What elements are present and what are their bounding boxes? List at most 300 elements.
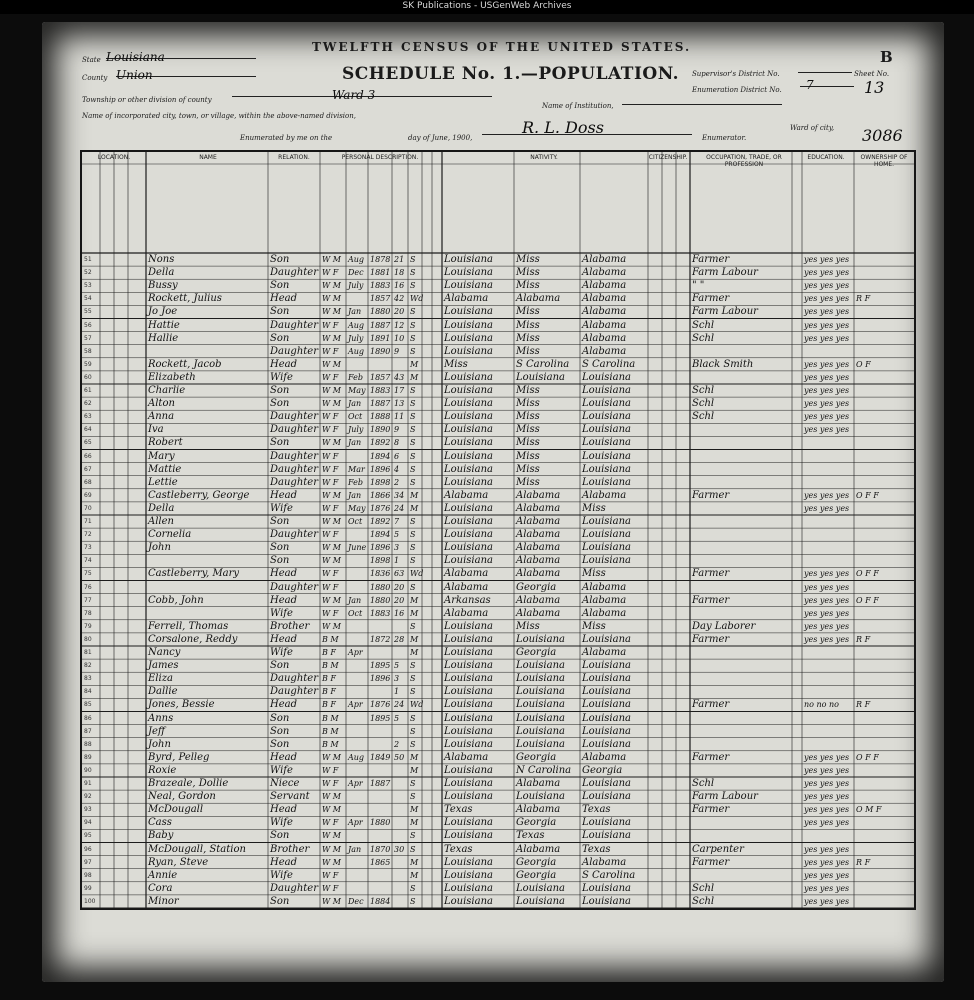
cell-ed: yes yes yes (804, 634, 850, 644)
cell-fb: Miss (516, 620, 540, 632)
cell-ed: yes yes yes (804, 792, 850, 802)
cell-n: 64 (84, 426, 92, 434)
cell-occ: Farmer (692, 751, 730, 763)
enumeration-label: Enumeration District No. (692, 86, 782, 94)
cell-s: M (410, 765, 419, 775)
state-label: State (82, 56, 101, 64)
cell-y: 1894 (370, 530, 391, 540)
cell-occ: Carpenter (692, 843, 744, 855)
cell-n: 77 (84, 596, 92, 604)
cell-m: Aug (348, 320, 365, 330)
cell-m: July (348, 333, 364, 343)
cell-fb: N Carolina (516, 764, 572, 776)
cell-name: Alton (148, 398, 175, 410)
census-title: TWELFTH CENSUS OF THE UNITED STATES. (312, 40, 692, 54)
cell-a: 3 (394, 543, 400, 553)
cell-y: 1866 (370, 490, 391, 500)
cell-rel: Brother (270, 620, 310, 632)
cell-name: Baby (148, 830, 174, 842)
cell-y: 1857 (370, 372, 391, 382)
cell-pb: Louisiana (444, 830, 493, 842)
cell-m: Dec (348, 268, 364, 278)
cell-name: Nancy (148, 647, 181, 658)
cell-name: Eliza (148, 673, 173, 685)
cell-fb: Miss (516, 345, 540, 357)
cell-c: B F (322, 700, 336, 710)
cell-c: W M (322, 399, 341, 409)
cell-n: 81 (84, 649, 92, 656)
cell-rel: Head (270, 699, 298, 711)
cell-rel: Head (270, 293, 298, 305)
cell-mb: Alabama (582, 489, 627, 501)
cell-s: M (410, 634, 419, 644)
table-row (82, 751, 914, 764)
cell-fb: Miss (516, 398, 540, 410)
cell-rel: Wife (270, 647, 293, 658)
cell-fb: Louisiana (516, 738, 565, 750)
cell-pb: Louisiana (444, 738, 493, 750)
cell-mb: Louisiana (582, 712, 631, 724)
cell-ed: yes yes yes (804, 621, 850, 631)
enumerated-label: Enumerated by me on the (240, 134, 333, 142)
cell-rel: Wife (270, 817, 293, 829)
cell-occ: Schl (692, 411, 715, 423)
cell-pb: Louisiana (444, 450, 493, 462)
cell-fb: Miss (516, 267, 540, 279)
cell-name: James (148, 660, 179, 672)
cell-pb: Louisiana (444, 345, 493, 357)
cell-occ: Farmer (692, 568, 730, 580)
cell-n: 94 (84, 819, 92, 827)
cell-m: Jan (348, 844, 362, 854)
cell-a: 5 (394, 661, 400, 671)
cell-occ: Farmer (692, 699, 730, 711)
cell-fb: Miss (516, 463, 540, 475)
cell-a: 28 (394, 634, 405, 644)
cell-name: Rockett, Julius (148, 293, 222, 305)
cell-fb: Georgia (516, 751, 557, 763)
cell-n: 60 (84, 373, 92, 381)
cell-n: 61 (84, 387, 92, 394)
cell-c: W F (322, 412, 339, 422)
cell-a: 6 (394, 451, 400, 461)
cell-occ: Schl (692, 398, 715, 410)
cell-pb: Louisiana (444, 542, 493, 554)
cell-y: 1836 (370, 569, 391, 579)
cell-rel: Son (270, 555, 290, 567)
cell-n: 80 (84, 635, 92, 643)
cell-n: 75 (84, 570, 92, 578)
cell-mb: Miss (582, 620, 606, 632)
cell-mb: Louisiana (582, 450, 631, 462)
stamp-number: 3086 (862, 126, 903, 145)
table-row (82, 502, 914, 515)
cell-name: Rockett, Jacob (148, 358, 222, 370)
cell-a: 8 (394, 438, 400, 448)
cell-s: S (410, 464, 416, 474)
cell-rel: Son (270, 516, 290, 527)
cell-a: 1 (394, 556, 400, 566)
cell-mb: Alabama (582, 345, 627, 357)
cell-mb: Louisiana (582, 699, 631, 711)
cell-c: W M (322, 896, 341, 906)
cell-occ: Farmer (692, 804, 730, 816)
cell-fb: Louisiana (516, 712, 565, 724)
cell-pb: Louisiana (444, 647, 493, 658)
cell-n: 100 (84, 897, 96, 905)
cell-m: Dec (348, 896, 364, 906)
cell-fb: Alabama (516, 516, 561, 527)
cell-mb: Louisiana (582, 516, 631, 527)
table-row (82, 463, 914, 476)
cell-rel: Daughter (270, 345, 318, 357)
cell-n: 95 (84, 832, 92, 840)
cell-c: B F (322, 674, 336, 684)
cell-rel: Son (270, 398, 290, 410)
cell-name: Mattie (148, 463, 182, 475)
cell-y: 1895 (370, 661, 391, 671)
col-group-education: EDUCATION. (807, 154, 845, 161)
cell-rel: Daughter (270, 267, 318, 279)
cell-n: 70 (84, 504, 92, 512)
cell-s: S (410, 307, 416, 317)
cell-c: W F (322, 451, 339, 461)
cell-y: 1883 (370, 281, 391, 291)
cell-fb: Alabama (516, 542, 561, 554)
cell-a: 2 (394, 477, 400, 487)
cell-rel: Daughter (270, 476, 318, 488)
table-row (82, 816, 914, 829)
col-group-relation: RELATION. (278, 154, 310, 161)
cell-rel: Son (270, 542, 290, 554)
cell-s: S (410, 739, 416, 749)
cell-y: 1876 (370, 503, 391, 513)
cell-c: W F (322, 582, 339, 592)
cell-m: Jan (348, 595, 362, 605)
cell-a: 24 (394, 700, 405, 710)
cell-pb: Louisiana (444, 882, 493, 894)
cell-n: 59 (84, 360, 92, 368)
cell-mb: Alabama (582, 306, 627, 318)
cell-n: 84 (84, 688, 92, 696)
cell-name: Hattie (148, 319, 180, 331)
cell-s: S (410, 399, 416, 409)
cell-pb: Louisiana (444, 620, 493, 632)
cell-c: W F (322, 779, 339, 788)
cell-s: S (410, 517, 416, 526)
township-label: Township or other division of county (82, 96, 212, 104)
cell-a: 4 (394, 464, 400, 474)
col-group-location: LOCATION. (97, 154, 131, 161)
cell-rel: Son (270, 254, 290, 265)
cell-fb: Miss (516, 306, 540, 318)
cell-y: 1891 (370, 333, 391, 343)
census-table (80, 150, 916, 910)
cell-rel: Daughter (270, 450, 318, 462)
cell-fb: Miss (516, 476, 540, 488)
supervisor-label: Supervisor's District No. (692, 70, 780, 78)
cell-rel: Son (270, 385, 290, 396)
cell-s: S (410, 556, 416, 566)
cell-m: Mar (348, 464, 365, 474)
cell-name: Della (148, 267, 175, 279)
cell-n: 96 (84, 845, 92, 853)
cell-c: W F (322, 372, 339, 382)
cell-m: Aug (348, 752, 365, 762)
table-row (82, 856, 914, 869)
cell-c: W F (322, 346, 339, 356)
cell-m: May (348, 503, 366, 513)
cell-n: 72 (84, 531, 92, 539)
cell-pb: Louisiana (444, 764, 493, 776)
cell-n: 83 (84, 675, 92, 683)
cell-y: 1880 (370, 595, 391, 605)
cell-s: S (410, 451, 416, 461)
cell-c: B M (322, 739, 339, 749)
cell-pb: Louisiana (444, 712, 493, 724)
cell-name: John (148, 542, 171, 554)
cell-a: 16 (394, 608, 405, 618)
cell-fb: Alabama (516, 594, 561, 606)
cell-s: Wd (410, 569, 424, 579)
cell-pb: Louisiana (444, 371, 493, 383)
table-row (82, 528, 914, 541)
cell-s: M (410, 503, 419, 513)
table-row (82, 253, 914, 266)
cell-m: Jan (348, 438, 362, 448)
cell-mb: Alabama (582, 332, 627, 344)
cell-n: 62 (84, 400, 92, 408)
cell-name: Charlie (148, 385, 186, 396)
cell-n: 68 (84, 478, 92, 486)
cell-y: 1887 (370, 320, 391, 330)
cell-mb: Louisiana (582, 529, 631, 541)
cell-pb: Louisiana (444, 660, 493, 672)
cell-y: 1876 (370, 700, 391, 710)
cell-ed: yes yes yes (804, 752, 850, 762)
cell-rel: Son (270, 738, 290, 750)
cell-c: W M (322, 556, 341, 566)
table-row (82, 790, 914, 803)
table-row (82, 436, 914, 449)
cell-c: W F (322, 765, 339, 775)
cell-mb: Louisiana (582, 673, 631, 685)
cell-occ: Day Laborer (692, 620, 756, 632)
cell-ed: yes yes yes (804, 425, 850, 435)
cell-c: W F (322, 320, 339, 330)
cell-rel: Daughter (270, 882, 318, 894)
table-row (82, 305, 914, 318)
cell-y: 1892 (370, 517, 391, 526)
cell-mb: Louisiana (582, 725, 631, 737)
cell-rel: Daughter (270, 319, 318, 331)
cell-pb: Arkansas (444, 594, 491, 606)
cell-a: 5 (394, 713, 400, 723)
ward-label: Ward of city, (790, 124, 835, 132)
cell-m: Jan (348, 307, 362, 317)
cell-y: 1898 (370, 477, 391, 487)
cell-c: W F (322, 870, 339, 880)
cell-fb: Miss (516, 450, 540, 462)
cell-n: 99 (84, 884, 92, 892)
enumerator-label: Enumerator. (702, 134, 747, 142)
cell-rel: Son (270, 712, 290, 724)
cell-pb: Louisiana (444, 424, 493, 436)
cell-c: W M (322, 307, 341, 317)
sheet-value: 13 (864, 78, 885, 97)
cell-mb: Louisiana (582, 738, 631, 750)
cell-mb: Georgia (582, 764, 623, 776)
cell-m: Oct (348, 608, 363, 618)
cell-occ: Farm Labour (692, 267, 758, 279)
cell-n: 69 (84, 491, 92, 499)
cell-m: Jan (348, 399, 362, 409)
cell-c: W M (322, 543, 341, 553)
cell-n: 65 (84, 439, 92, 447)
cell-name: Nons (148, 254, 175, 265)
cell-fb: Alabama (516, 568, 561, 580)
cell-c: W M (322, 386, 341, 395)
cell-s: M (410, 805, 419, 815)
cell-pb: Louisiana (444, 319, 493, 331)
cell-c: W M (322, 792, 341, 802)
cell-name: Jones, Bessie (148, 699, 215, 711)
cell-n: 52 (84, 269, 92, 277)
cell-m: Oct (348, 517, 363, 526)
cell-c: W M (322, 490, 341, 500)
cell-ed: no no no (804, 700, 839, 710)
cell-n: 55 (84, 308, 92, 316)
cell-ed: yes yes yes (804, 372, 850, 382)
cell-rel: Head (270, 856, 298, 868)
cell-s: S (410, 713, 416, 723)
cell-c: B F (322, 687, 336, 697)
cell-c: W M (322, 359, 341, 369)
table-row (82, 646, 914, 659)
cell-mb: Louisiana (582, 555, 631, 567)
cell-ed: yes yes yes (804, 857, 850, 867)
cell-pb: Alabama (444, 489, 489, 501)
cell-mb: Louisiana (582, 424, 631, 436)
cell-rel: Daughter (270, 673, 318, 685)
table-row (82, 476, 914, 489)
cell-c: B M (322, 661, 339, 671)
cell-y: 1857 (370, 294, 391, 304)
cell-ed: yes yes yes (804, 307, 850, 317)
cell-c: W F (322, 464, 339, 474)
cell-y: 1895 (370, 713, 391, 723)
cell-ed: yes yes yes (804, 333, 850, 343)
cell-mb: Louisiana (582, 895, 631, 907)
cell-n: 71 (84, 518, 92, 525)
cell-mb: Texas (582, 804, 611, 816)
cell-fb: Louisiana (516, 699, 565, 711)
cell-m: Apr (348, 700, 363, 710)
cell-m: Aug (348, 346, 365, 356)
table-row (82, 423, 914, 436)
cell-rel: Son (270, 830, 290, 842)
table-row (82, 332, 914, 345)
cell-name: Byrd, Pelleg (148, 751, 210, 763)
cell-occ: Schl (692, 319, 715, 331)
cell-s: M (410, 870, 419, 880)
cell-name: Corsalone, Reddy (148, 633, 238, 645)
cell-c: W M (322, 844, 341, 854)
cell-m: Apr (348, 779, 363, 788)
cell-y: 1872 (370, 634, 391, 644)
cell-name: Annie (148, 869, 178, 881)
cell-fb: Alabama (516, 607, 561, 619)
cell-mb: Alabama (582, 293, 627, 305)
cell-c: W M (322, 294, 341, 304)
cell-occ: Farm Labour (692, 306, 758, 318)
cell-s: S (410, 425, 416, 435)
cell-y: 1890 (370, 346, 391, 356)
cell-fb: Alabama (516, 502, 561, 514)
cell-m: Apr (348, 818, 363, 828)
cell-name: Brazeale, Dollie (148, 778, 229, 789)
cell-c: W M (322, 281, 341, 291)
cell-mb: Alabama (582, 267, 627, 279)
cell-a: 50 (394, 752, 405, 762)
cell-name: Della (148, 502, 175, 514)
cell-fb: Louisiana (516, 686, 565, 698)
cell-mb: Louisiana (582, 398, 631, 410)
cell-fb: Alabama (516, 843, 561, 855)
cell-fb: Miss (516, 411, 540, 423)
cell-s: S (410, 333, 416, 343)
census-sheet (42, 22, 944, 982)
cell-n: 56 (84, 321, 92, 329)
cell-n: 57 (84, 334, 92, 342)
cell-pb: Louisiana (444, 699, 493, 711)
cell-a: 21 (394, 255, 405, 264)
cell-s: S (410, 477, 416, 487)
cell-rel: Head (270, 594, 298, 606)
enumeration-value: 7 (806, 78, 814, 92)
cell-s: S (410, 543, 416, 553)
cell-fb: Miss (516, 254, 540, 265)
cell-pb: Louisiana (444, 398, 493, 410)
cell-c: W M (322, 438, 341, 448)
cell-pb: Louisiana (444, 332, 493, 344)
cell-a: 17 (394, 386, 405, 395)
cell-rel: Son (270, 725, 290, 737)
enumerator-line (482, 118, 692, 135)
table-row (82, 685, 914, 698)
cell-name: Neal, Gordon (148, 791, 216, 803)
cell-s: S (410, 346, 416, 356)
cell-pb: Louisiana (444, 791, 493, 803)
cell-name: Ferrell, Thomas (148, 620, 229, 632)
cell-c: W F (322, 569, 339, 579)
cell-c: W M (322, 857, 341, 867)
cell-y: 1878 (370, 255, 391, 264)
table-row (82, 777, 914, 790)
cell-mb: S Carolina (582, 869, 636, 881)
cell-n: 66 (84, 452, 92, 460)
cell-n: 87 (84, 727, 92, 735)
cell-y: 1896 (370, 543, 391, 553)
cell-mb: Miss (582, 502, 606, 514)
cell-mb: S Carolina (582, 358, 636, 370)
cell-rel: Head (270, 568, 298, 580)
cell-pb: Louisiana (444, 633, 493, 645)
cell-y: 1887 (370, 399, 391, 409)
table-row (82, 843, 914, 856)
cell-s: S (410, 621, 416, 631)
col-group-ownership: OWNERSHIP OF HOME. (860, 154, 908, 168)
